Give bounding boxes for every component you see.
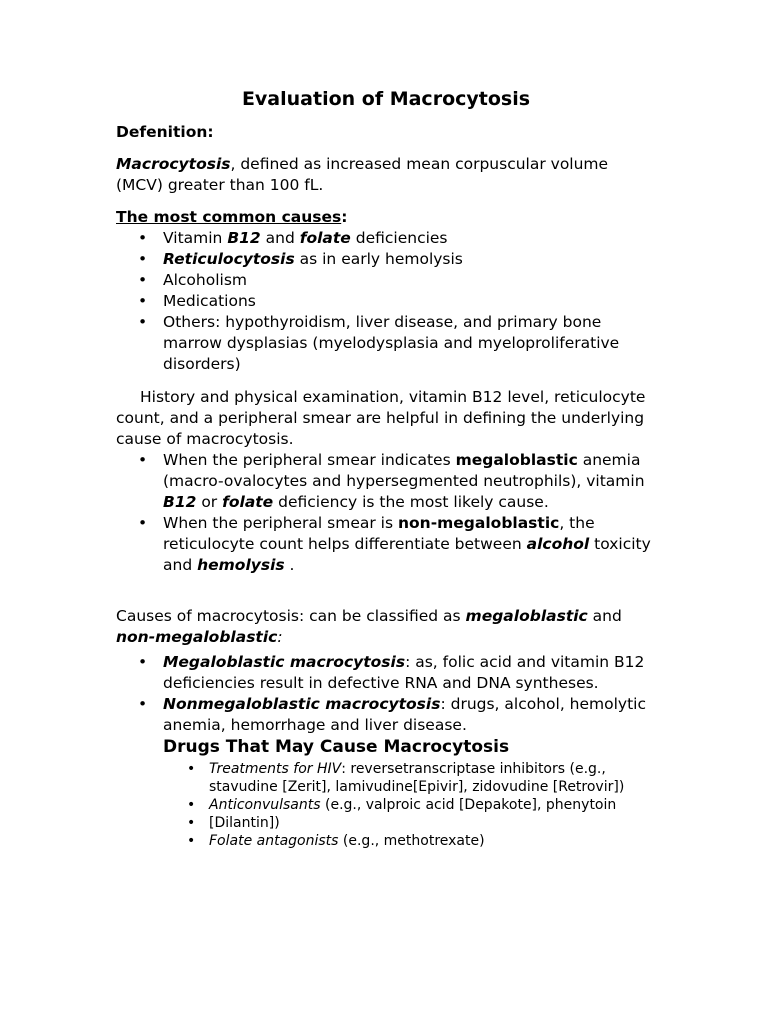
- drugs-heading: Drugs That May Cause Macrocytosis: [163, 737, 510, 757]
- list-item: • Alcoholism: [116, 270, 656, 291]
- classification-list: [116, 652, 656, 736]
- classification-paragraph: Causes of macrocytosis: can be classified as megaloblastic and non-megaloblastic:: [116, 607, 622, 646]
- list-item: • When the peripheral smear is non-megaloblastic, the reticulocyte count helps differentiate between alcohol toxicity and hemolysis .: [116, 513, 656, 576]
- list-item: • Others: hypothyroidism, liver disease, and primary bone marrow dysplasias (myelodysplasia and myeloproliferative disorders): [116, 312, 656, 375]
- list-item: • Nonmegaloblastic macrocytosis: drugs, alcohol, hemolytic anemia, hemorrhage and liver disease.: [116, 694, 656, 736]
- drugs-list: [116, 760, 656, 850]
- causes-list: [116, 228, 656, 375]
- list-item: • Medications: [116, 291, 656, 312]
- causes-heading: The most common causes: [116, 208, 342, 226]
- document-page: [116, 86, 656, 850]
- list-item: • [Dilantin]): [116, 814, 656, 832]
- list-item: • Treatments for HIV: reversetranscriptase inhibitors (e.g., stavudine [Zerit], lamivudine[Epivir], zidovudine [Retrovir]): [116, 760, 656, 796]
- list-item: • Folate antagonists (e.g., methotrexate): [116, 832, 656, 850]
- causes-heading-line: The most common causes:: [116, 208, 348, 226]
- history-paragraph: History and physical examination, vitamin B12 level, reticulocyte count, and a peripheral smear are helpful in defining the underlying cause of macrocytosis.: [116, 388, 646, 448]
- definition-paragraph: [116, 154, 656, 196]
- list-item: • Anticonvulsants (e.g., valproic acid [Depakote], phenytoin: [116, 796, 656, 814]
- list-item: • When the peripheral smear indicates megaloblastic anemia (macro-ovalocytes and hypersegmented neutrophils), vitamin B12 or folate deficiency is the most likely cause.: [116, 450, 656, 513]
- list-item: • Reticulocytosis as in early hemolysis: [116, 249, 656, 270]
- list-item: • Vitamin B12 and folate deficiencies: [116, 228, 656, 249]
- definition-text: , defined as increased mean corpuscular volume (MCV) greater than 100 fL.: [116, 155, 609, 194]
- definition-label: Defenition:: [116, 123, 214, 141]
- list-item: • Megaloblastic macrocytosis: as, folic acid and vitamin B12 deficiencies result in defective RNA and DNA syntheses.: [116, 652, 656, 694]
- document-title: Evaluation of Macrocytosis: [241, 88, 531, 110]
- definition-term: Macrocytosis: [116, 155, 231, 173]
- history-list: [116, 450, 656, 576]
